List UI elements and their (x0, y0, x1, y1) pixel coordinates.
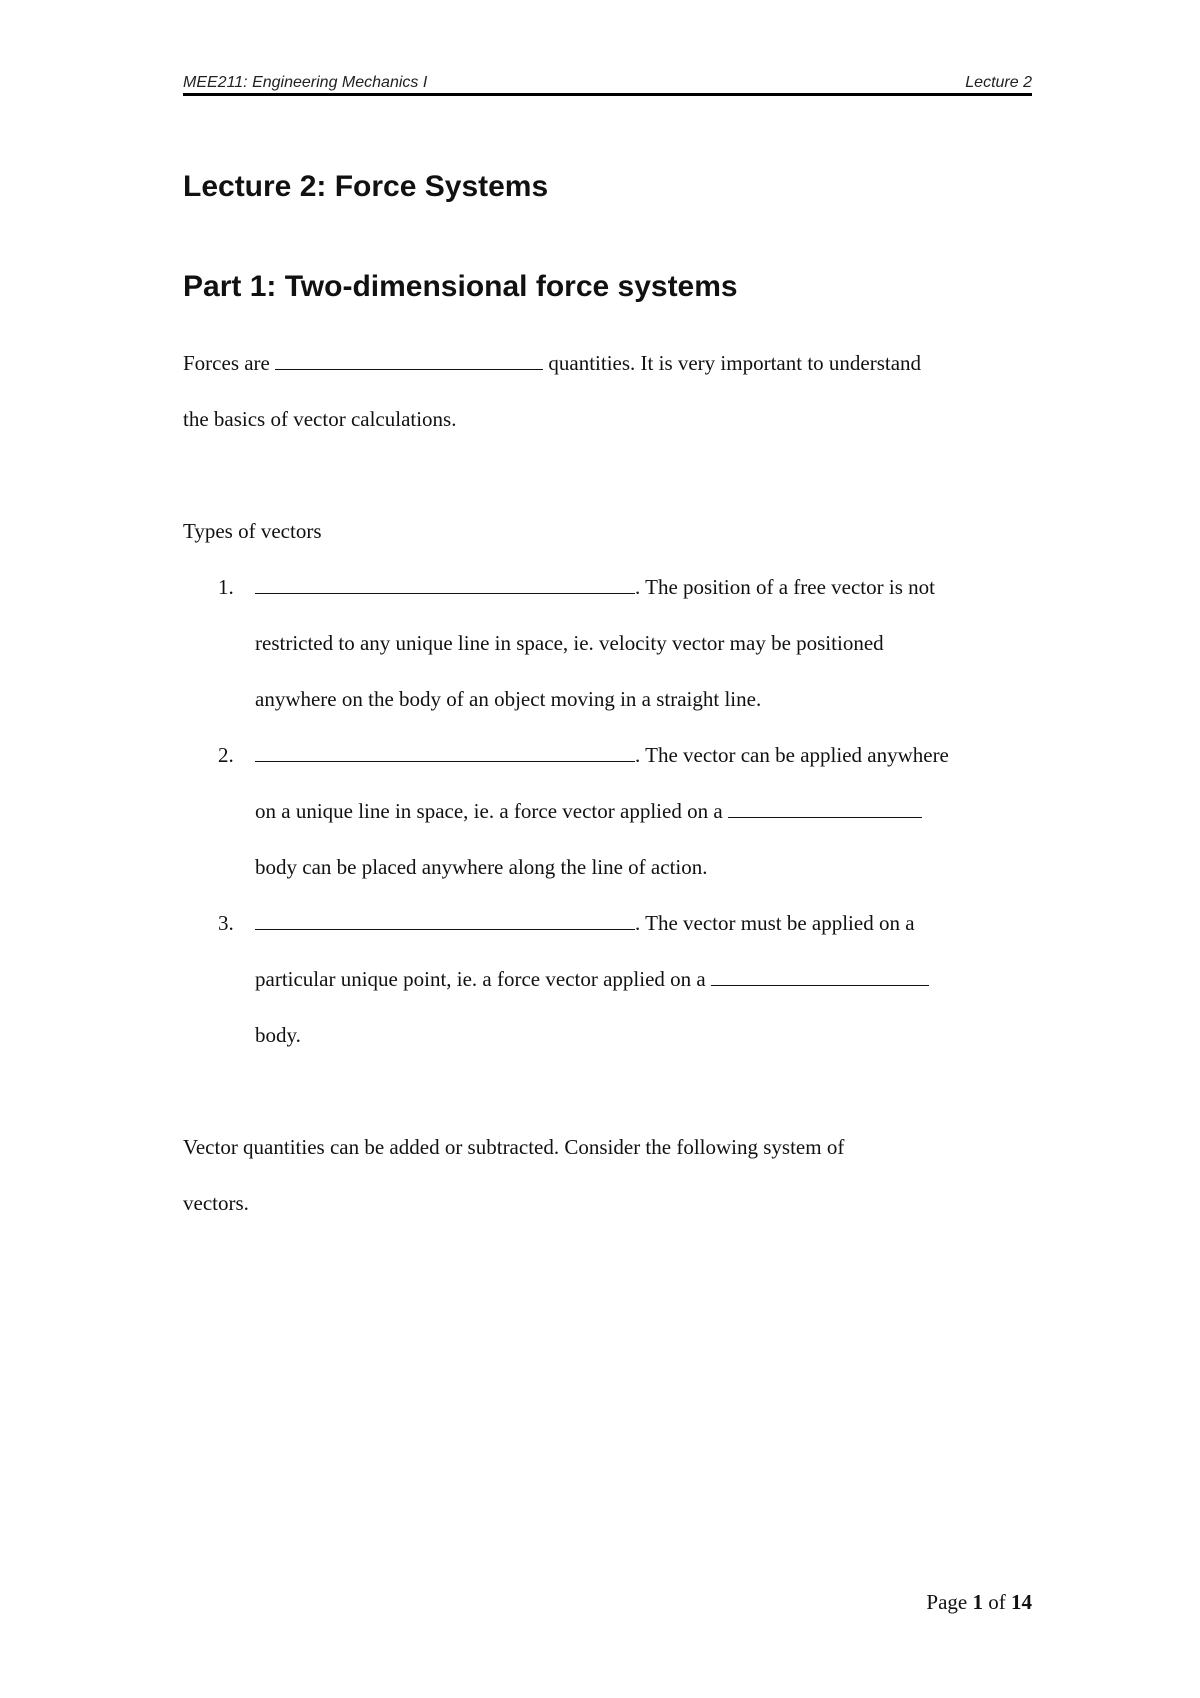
section-title: Part 1: Two-dimensional force systems (183, 270, 738, 303)
intro-line-2: the basics of vector calculations. (183, 407, 457, 431)
intro-line-1 (183, 351, 921, 376)
list-item-text: particular unique point, ie. a force vector applied on a (255, 967, 706, 991)
fill-in-blank (711, 967, 929, 986)
footer-total-pages: 14 (1011, 1590, 1032, 1614)
fill-in-blank (728, 799, 922, 818)
list-item-text: on a unique line in space, ie. a force vector applied on a (255, 799, 723, 823)
list-item-number: 2. (218, 743, 234, 767)
list-item-1-line-1 (255, 575, 935, 600)
list-item-3-line-1 (255, 911, 915, 936)
list-item-text: . The vector can be applied anywhere (635, 743, 949, 767)
closing-line-1: Vector quantities can be added or subtracted. Consider the following system of (183, 1135, 845, 1159)
list-item-text: . The vector must be applied on a (635, 911, 915, 935)
list-item-2-line-2 (255, 799, 922, 824)
list-item-1-line-3: anywhere on the body of an object moving in a straight line. (255, 687, 762, 711)
fill-in-blank (255, 743, 635, 762)
list-item-number: 3. (218, 911, 234, 935)
intro-text-before: Forces are (183, 351, 270, 375)
header-course: MEE211: Engineering Mechanics I (183, 74, 428, 91)
fill-in-blank (255, 575, 635, 594)
list-item-2-line-3: body can be placed anywhere along the line of action. (255, 855, 708, 879)
header-divider (183, 93, 1032, 96)
header-lecture: Lecture 2 (965, 74, 1032, 91)
footer-page-number: 1 (972, 1590, 983, 1614)
list-item-text: . The position of a free vector is not (635, 575, 935, 599)
footer-of-word: of (988, 1590, 1006, 1614)
fill-in-blank (255, 911, 635, 930)
page-number-footer (926, 1590, 1032, 1615)
list-item-2-line-1 (255, 743, 949, 768)
list-item-1-line-2: restricted to any unique line in space, ie. velocity vector may be positioned (255, 631, 884, 655)
fill-in-blank (275, 351, 543, 370)
footer-page-word: Page (926, 1590, 968, 1614)
list-item-number: 1. (218, 575, 234, 599)
types-heading: Types of vectors (183, 519, 322, 543)
list-item-3-line-2 (255, 967, 929, 992)
page-title: Lecture 2: Force Systems (183, 170, 549, 203)
closing-line-2: vectors. (183, 1191, 249, 1215)
list-item-3-line-3: body. (255, 1023, 301, 1047)
intro-text-after: quantities. It is very important to understand (548, 351, 922, 375)
